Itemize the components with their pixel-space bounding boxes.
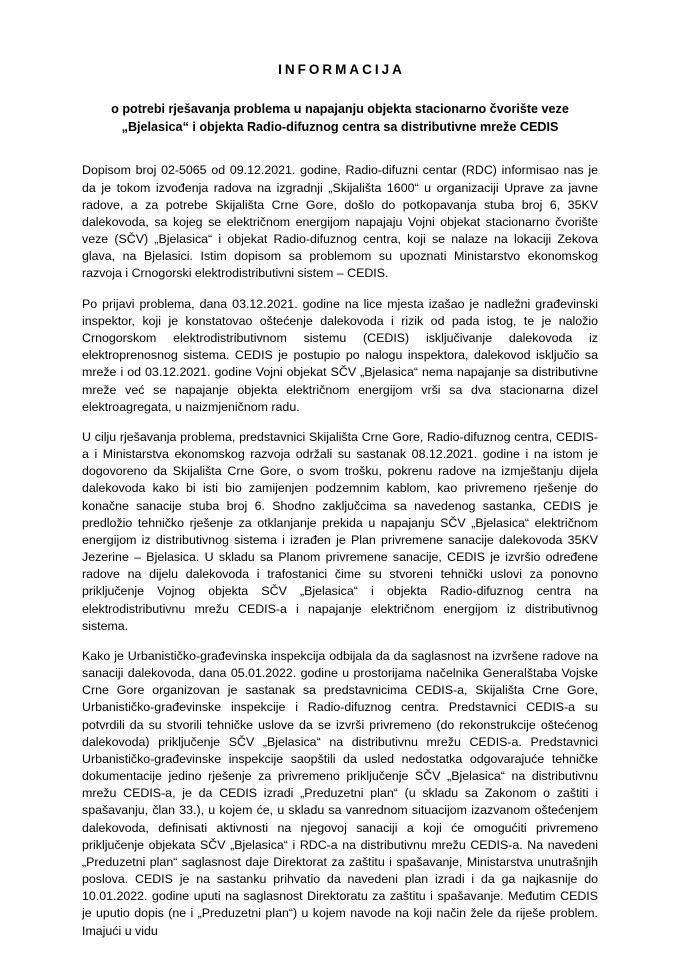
page-title: INFORMACIJA (278, 62, 405, 77)
body-paragraph-3: U cilju rješavanja problema, predstavnici Skijališta Crne Gore, Radio-difuznog centra, CEDIS-a i Ministarstva ekonomskog razvoja održali su sastanak 08.12.2021. godine i na istom je dogovoreno da Skijališta Crne Gore, o svom trošku, pokrenu radove na izmještanju dijela dalekovoda kako bi isti bio zamijenjen podzemnim kablom, kao privremeno rješenje do konačne sanacije stuba broj 6. Shodno zaključcima sa navedenog sastanka, CEDIS je predložio tehničko rješenje za otklanjanje prekida u napajanju SČV „Bjelasica“ električnom energijom iz distributivnog sistema i izrađen je Plan privremene sanacije dalekovoda 35KV Jezerine – Bjelasica. U skladu sa Planom privremene sanacije, CEDIS je izvršio određene radove na dijelu dalekovoda i trafostanici čime su stvoreni tehnički uslovi za ponovno priključenje Vojnog objekta SČV „Bjelasica“ i objekta Radio-difuznog centra na elektrodistributivnu mrežu CEDIS-a i napajanje električnom energijom iz distributivnog sistema. (82, 429, 598, 633)
document-subtitle-line-1: o potrebi rješavanja problema u napajanju objekta stacionarno čvorište veze (111, 102, 569, 117)
document-subtitle-line-2: „Bjelasica“ i objekta Radio-difuznog centra sa distributivne mreže CEDIS (121, 119, 559, 134)
document-subtitle (82, 78, 598, 136)
document-content (82, 0, 598, 940)
document-body (82, 136, 598, 939)
body-paragraph-1: Dopisom broj 02-5065 od 09.12.2021. godine, Radio-difuzni centar (RDC) informisao nas je da je tokom izvođenja radova na izgradnji „Skijališta 1600“ u organizaciji Uprave za javne radove, a za potrebe Skijališta Crne Gore, došlo do potkopavanja stuba broj 6, 35KV dalekovoda, sa kojeg se električnom energijom napajaju Vojni objekat stacionarno čvorište veze (SČV) „Bjelasica“ i objekat Radio-difuznog centra, koji se nalaze na lokaciji Zekova glava, na Bjelasici. Istim dopisom sa problemom su upoznati Ministarstvo ekonomskog razvoja i Crnogorski elektrodistributivni sistem – CEDIS. (82, 163, 598, 281)
body-paragraph-4: Kako je Urbanističko-građevinska inspekcija odbijala da da saglasnost na izvršene radove na sanaciji dalekovoda, dana 05.01.2022. godine u prostorijama načelnika Generalštaba Vojske Crne Gore organizovan je sastanak sa predstavnicima CEDIS-a, Skijališta Crne Gore, Urbanističko-građevinske inspekcije i Radio-difuznog centra. Predstavnici CEDIS-a su potvrdili da su stvorili tehničke uslove da se izvrši privremeno (do rekonstrukcije oštećenog dalekovoda) priključenje SČV „Bjelasica“ na distributivnu mrežu CEDIS-a. Predstavnici Urbanističko-građevinske inspekcije saopštili da usled nedostatka odgovarajuće tehničke dokumentacije jedino rješenje za privremeno priključenje SČV „Bjelasica“ na distributivnu mrežu CEDIS-a, je da CEDIS izradi „Preduzetni plan“ (u skladu sa Zakonom o zaštiti i spašavanju, član 33.), u kojem će, u skladu sa vanrednom situacijom izazvanom oštećenjem dalekovoda, definisati aktivnosti na njegovoj sanaciji a koji će omogućiti privremeno priključenje objekata SČV „Bjelasica“ i RDC-a na distributivnu mrežu CEDIS-a. Na navedeni „Preduzetni plan“ saglasnost daje Direktorat za zaštitu i spašavanje, Ministarstva unutrašnjih poslova. CEDIS je na sastanku prihvatio da navedeni plan izradi i da ga najkasnije do 10.01.2022. godine uputi na saglasnost Direktoratu za zaštitu i spašavanje. Međutim CEDIS je uputio dopis (ne i „Preduzetni plan“) u kojem navode na koji način žele da riješe problem. Imajući u vidu (82, 648, 598, 938)
body-paragraph-2: Po prijavi problema, dana 03.12.2021. godine na lice mjesta izašao je nadležni građevinski inspektor, koji je konstatovao oštećenje dalekovoda i rizik od pada istog, te je naložio Crnogorskom elektrodistributivnom sistemu (CEDIS) isključivanje dalekovoda iz elektroprenosnog sistema. CEDIS je postupio po nalogu inspektora, dalekovod isključio sa mreže i od 03.12.2021. godine Vojni objekat SČV „Bjelasica“ nema napajanje sa distributivne mreže već se napajanje objekta električnom energijom vrši sa dva stacionarna dizel elektroagregata, u naizmjeničnom radu. (82, 296, 598, 414)
